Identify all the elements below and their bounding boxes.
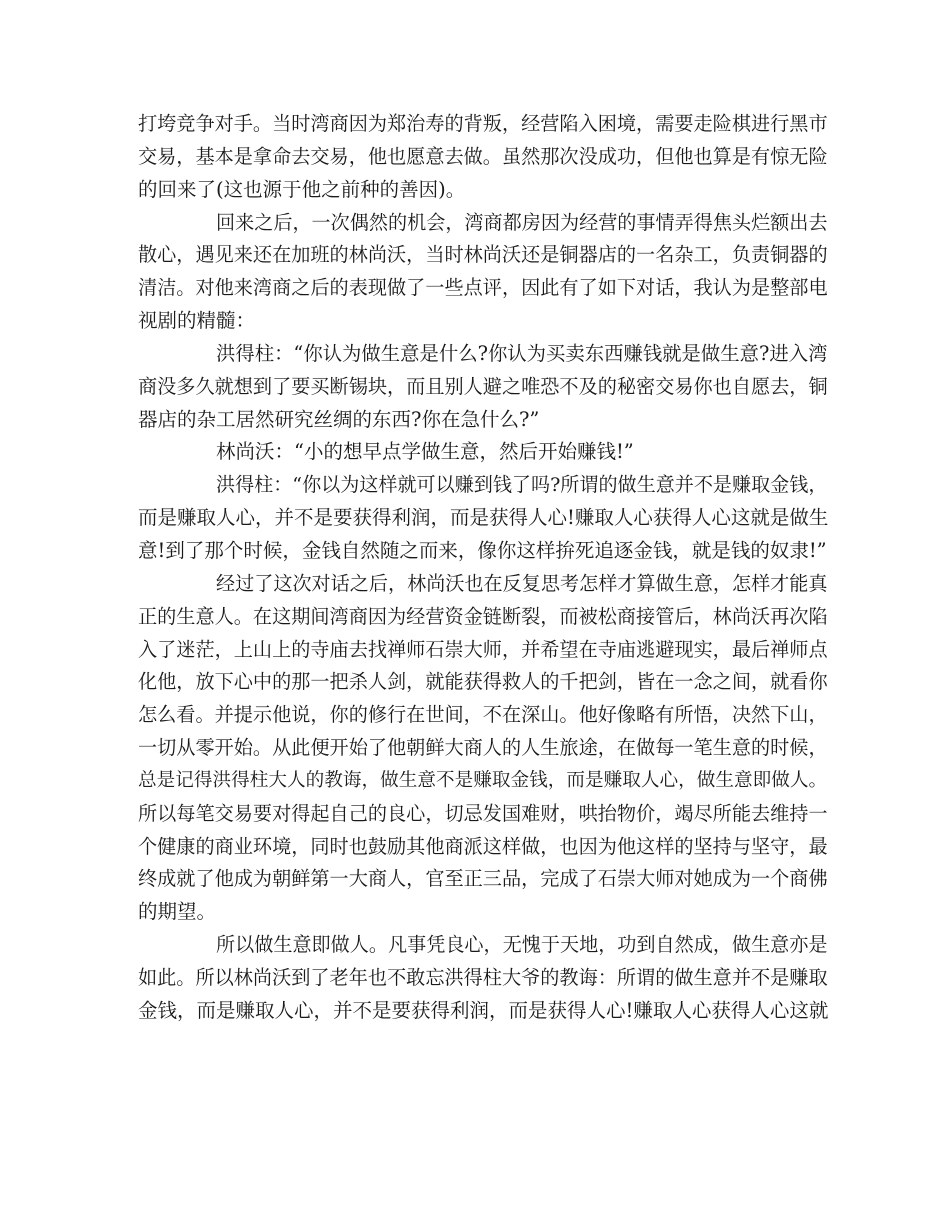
- text-line: 器店的杂工居然研究丝绸的东西?你在急什么?”: [138, 407, 540, 431]
- paragraph-first-line: 经过了这次对话之后，林尚沃也在反复思考怎样才算做生意，怎样才能真: [216, 571, 828, 595]
- text-line: 商没多久就想到了要买断锡块，而且别人避之唯恐不及的秘密交易你也自愿去，铜: [138, 374, 828, 398]
- text-line: 而是赚取人心，并不是要获得利润，而是获得人心!赚取人心获得人心这就是做生: [138, 506, 829, 530]
- text-line: 怎么看。并提示他说，你的修行在世间，不在深山。他好像略有所悟，决然下山，: [138, 703, 828, 727]
- text-line: 总是记得洪得柱大人的教诲，做生意不是赚取金钱，而是赚取人心，做生意即做人。: [138, 769, 828, 791]
- text-line: 交易，基本是拿命去交易，他也愿意去做。虽然那次没成功，但他也算是有惊无险: [138, 144, 828, 168]
- text-line: 入了迷茫，上山上的寺庙去找禅师石崇大师，并希望在寺庙逃避现实，最后禅师点: [138, 637, 828, 661]
- text-line: 终成就了他成为朝鲜第一大商人，官至正三品，完成了石崇大师对她成为一个商佛: [138, 867, 828, 891]
- text-line: 的回来了(这也源于他之前种的善因)。: [138, 177, 466, 201]
- paragraph-first-line: 林尚沃：“小的想早点学做生意，然后开始赚钱!”: [216, 440, 634, 464]
- paragraph-first-line: 洪得柱：“你认为做生意是什么?你认为买卖东西赚钱就是做生意?进入湾: [216, 341, 828, 365]
- text-line: 如此。所以林尚沃到了老年也不敢忘洪得柱大爷的教诲：所谓的做生意并不是赚取: [138, 965, 828, 989]
- body-text: [138, 108, 828, 1028]
- text-line: 意!到了那个时候，金钱自然随之而来，像你这样拚死追逐金钱，就是钱的奴隶!”: [138, 538, 827, 562]
- text-line: 打垮竞争对手。当时湾商因为郑治寿的背叛，经营陷入困境，需要走险棋进行黑市: [138, 112, 828, 135]
- text-line: 正的生意人。在这期间湾商因为经营资金链断裂，而被松商接管后，林尚沃再次陷: [138, 604, 828, 628]
- text-line: 金钱，而是赚取人心，并不是要获得利润，而是获得人心!赚取人心获得人心这就: [138, 998, 829, 1022]
- paragraph-first-line: 回来之后，一次偶然的机会，湾商都房因为经营的事情弄得焦头烂额出去: [216, 210, 828, 234]
- text-line: 个健康的商业环境，同时也鼓励其他商派这样做，也因为他这样的坚持与坚守，最: [138, 834, 828, 858]
- text-line: 散心，遇见来还在加班的林尚沃，当时林尚沃还是铜器店的一名杂工，负责铜器的: [138, 243, 828, 267]
- text-line: 化他，放下心中的那一把杀人剑，就能获得救人的千把剑，皆在一念之间，就看你: [138, 670, 828, 694]
- text-line: 清洁。对他来湾商之后的表现做了一些点评，因此有了如下对话，我认为是整部电: [138, 276, 828, 300]
- text-line: 视剧的精髓：: [138, 309, 256, 333]
- text-line: 一切从零开始。从此便开始了他朝鲜大商人的人生旅途，在做每一笔生意的时候，: [138, 736, 828, 760]
- text-line: 的期望。: [138, 900, 217, 924]
- paragraph-first-line: 所以做生意即做人。凡事凭良心，无愧于天地，功到自然成，做生意亦是: [216, 933, 828, 957]
- text-line: 所以每笔交易要对得起自己的良心，切忌发国难财，哄抬物价，竭尽所能去维持一: [138, 801, 828, 825]
- paragraph-first-line: 洪得柱：“你以为这样就可以赚到钱了吗?所谓的做生意并不是赚取金钱，: [216, 473, 828, 497]
